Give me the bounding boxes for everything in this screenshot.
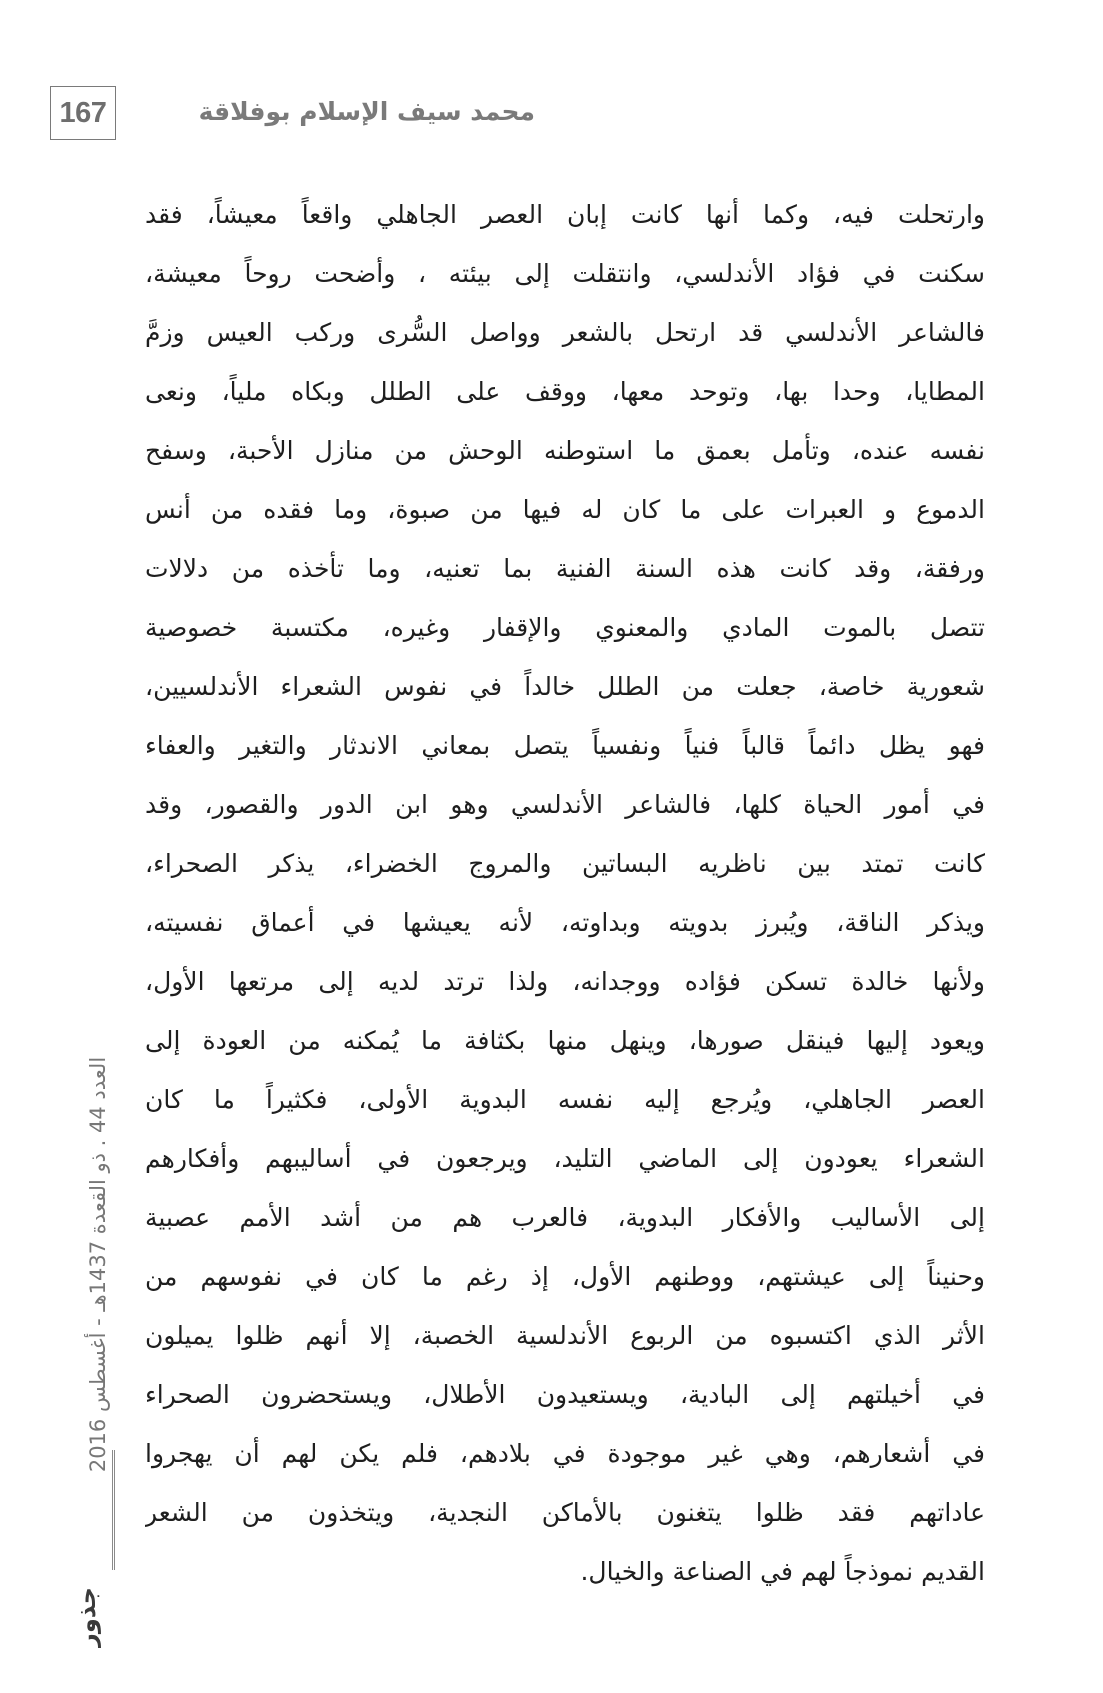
page-number: 167	[59, 96, 107, 129]
body-line: ويعود إليها فينقل صورها، وينهل منها بكثافة ما يُمكنه من العودة إلى	[145, 1026, 985, 1055]
body-line: ورفقة، وقد كانت هذه السنة الفنية بما تعنيه، وما تأخذه من دلالات	[145, 554, 985, 583]
article-body	[145, 185, 985, 1601]
body-line: في أخيلتهم إلى البادية، ويستعيدون الأطلال، ويستحضرون الصحراء	[145, 1380, 985, 1409]
body-line: فالشاعر الأندلسي قد ارتحل بالشعر وواصل السُّرى وركب العيس وزمَّ	[145, 318, 985, 347]
journal-logo-text: جذور	[73, 1587, 101, 1647]
body-line: عاداتهم فقد ظلوا يتغنون بالأماكن النجدية، ويتخذون من الشعر	[145, 1498, 985, 1527]
body-line: ويذكر الناقة، ويُبرز بدويته وبداوته، لأنه يعيشها في أعماق نفسيته،	[145, 908, 985, 937]
running-header-author: محمد سيف الإسلام بوفلاقة	[198, 97, 535, 126]
body-line: العصر الجاهلي، ويُرجع إليه نفسه البدوية الأولى، فكثيراً ما كان	[145, 1085, 985, 1114]
body-line: إلى الأساليب والأفكار البدوية، فالعرب هم من أشد الأمم عصبية	[145, 1203, 985, 1232]
body-line: القديم نموذجاً لهم في الصناعة والخيال.	[580, 1557, 985, 1586]
body-line: كانت تمتد بين ناظريه البساتين والمروج الخضراء، يذكر الصحراء،	[145, 849, 985, 878]
body-line: الأثر الذي اكتسبوه من الربوع الأندلسية الخصبة، إلا أنهم ظلوا يميلون	[145, 1321, 985, 1350]
body-line: المطايا، وحدا بها، وتوحد معها، ووقف على الطلل وبكاه ملياً، ونعى	[145, 377, 985, 406]
journal-logo	[72, 1584, 124, 1650]
body-line: فهو يظل دائماً قالباً فنياً ونفسياً يتصل بمعاني الاندثار والتغير والعفاء	[145, 731, 985, 760]
body-line: سكنت في فؤاد الأندلسي، وانتقلت إلى بيئته ، وأضحت روحاً معيشة،	[145, 259, 985, 288]
body-line: شعورية خاصة، جعلت من الطلل خالداً في نفوس الشعراء الأندلسيين،	[145, 672, 985, 701]
body-line: ولأنها خالدة تسكن فؤاده ووجدانه، ولذا ترتد لديه إلى مرتعها الأول،	[145, 967, 985, 996]
page-number-box	[50, 86, 116, 140]
body-line: وحنيناً إلى عيشتهم، ووطنهم الأول، إذ رغم ما كان في نفوسهم من	[145, 1262, 985, 1291]
body-line: الدموع و العبرات على ما كان له فيها من صبوة، وما فقده من أنس	[145, 495, 985, 524]
side-divider	[112, 1450, 115, 1570]
body-line: نفسه عنده، وتأمل بعمق ما استوطنه الوحش من منازل الأحبة، وسفح	[145, 436, 985, 465]
body-line: الشعراء يعودون إلى الماضي التليد، ويرجعون في أساليبهم وأفكارهم	[145, 1144, 985, 1173]
body-line: في أشعارهم، وهي غير موجودة في بلادهم، فلم يكن لهم أن يهجروا	[145, 1439, 985, 1468]
body-line: في أمور الحياة كلها، فالشاعر الأندلسي وهو ابن الدور والقصور، وقد	[145, 790, 985, 819]
body-line: وارتحلت فيه، وكما أنها كانت إبان العصر الجاهلي واقعاً معيشاً، فقد	[145, 200, 985, 229]
body-line: تتصل بالموت المادي والمعنوي والإقفار وغيره، مكتسبة خصوصية	[145, 613, 985, 642]
issue-date-text: العدد 44 . ذو القعدة 1437هـ - أغسطس 2016	[86, 1056, 110, 1473]
